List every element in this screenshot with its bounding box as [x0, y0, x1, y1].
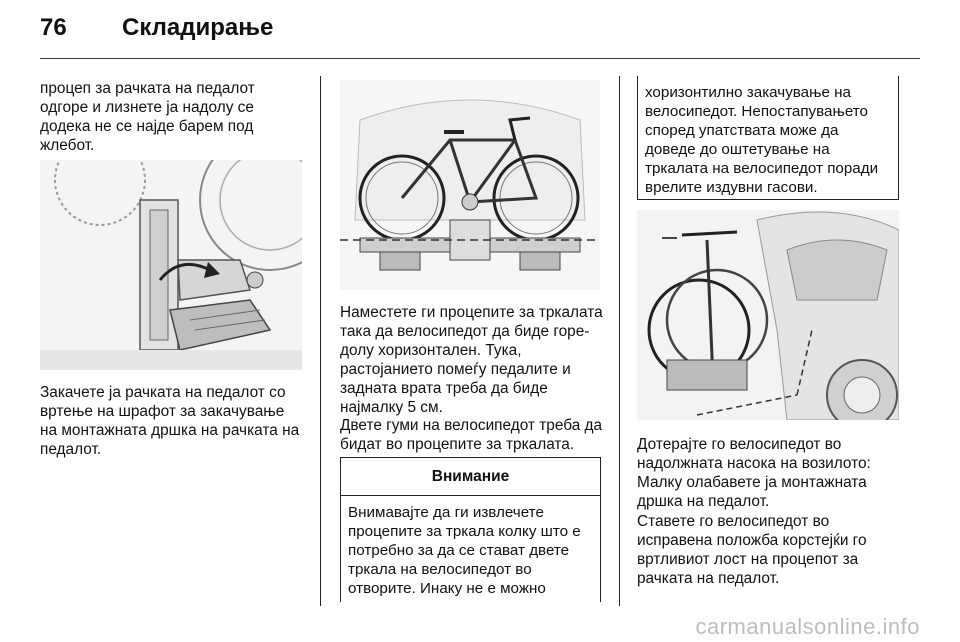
- warning-box-continued: [637, 76, 899, 200]
- col2-text-2: Двете гуми на велосипедот треба да бидат во процепите за тркалата.: [340, 417, 603, 453]
- watermark: carmanualsonline.info: [695, 614, 920, 639]
- col1-text-top: процеп за рачката на педалот одгоре и лизнете ја надолу се додека не се најде барем под жлебот.: [40, 80, 255, 154]
- column-divider-2: [619, 76, 620, 606]
- warning-continued-text: хоризонтилно закачување на велосипедот. Непостапувањето според упатствата може да доведе до оштетување на тркалата на велосипедот поради врелите издувни гасови.: [645, 84, 879, 196]
- vehicle-bike-alignment-illustration: [637, 210, 899, 420]
- column-divider-1: [320, 76, 321, 606]
- col2-text-1: Наместете ги процепите за тркалата така да велосипедот да биде горе-долу хоризонтален. Тука, растојанието помеѓу педалите и задната врата треба да биде најмалку 5 см.: [340, 304, 603, 416]
- warning-box: [340, 457, 601, 602]
- page-header: [40, 14, 920, 62]
- page-title: Складирање: [122, 14, 274, 41]
- page-number: 76: [40, 14, 67, 41]
- warning-body: Внимавајте да ги извлечете процепите за тркала колку што е потребно за да се стават двете тркала на велосипедот во отворите. Инаку не е можно: [348, 504, 581, 597]
- vehicle-bike-drawing: [637, 210, 899, 420]
- bike-carrier-drawing: [340, 80, 600, 290]
- col3-text-2: Ставете го велосипедот во исправена положба корстејќи го вртливиот лост на процепот за рачката на педалот.: [637, 513, 867, 587]
- pedal-mount-drawing: [40, 160, 302, 370]
- header-rule: [40, 58, 920, 59]
- col1-text-bottom: Закачете ја рачката на педалот со вртење на шрафот за закачување на монтажната дршка на рачката на педалот.: [40, 384, 300, 458]
- pedal-mount-illustration: [40, 160, 302, 370]
- col3-text-1: Дотерајте го велосипедот во надолжната насока на возилото: Малку олабавете ја монтажната дршка на педалот.: [637, 436, 871, 510]
- bike-on-carrier-illustration: [340, 80, 600, 290]
- warning-title: Внимание: [341, 458, 600, 496]
